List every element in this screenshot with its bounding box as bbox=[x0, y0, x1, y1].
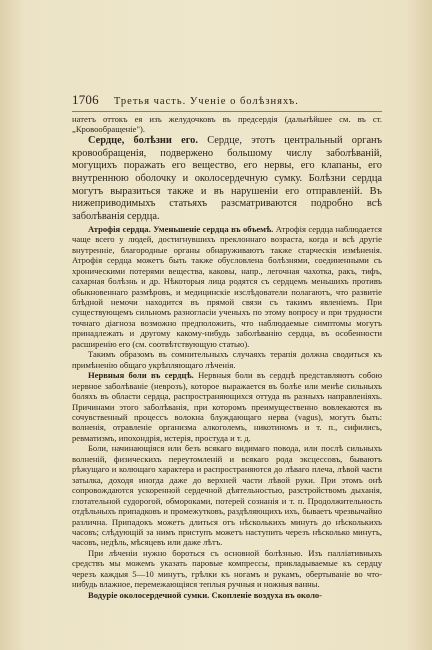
paragraph-text: натетъ оттокъ ея изъ желудочковъ въ предсердiя (дальнѣйшее см. въ ст. „Кровообращенiе"). bbox=[72, 114, 382, 135]
running-title: Третья часть. Ученiе о болѣзняхъ. bbox=[113, 96, 299, 107]
article-nervous-pains bbox=[72, 370, 382, 443]
article-heart-atrophy bbox=[72, 224, 382, 349]
paragraph-text: Боли, начинающiяся или безъ всякаго видимаго повода, или послѣ сильныхъ волненiй, физическихъ переутомленiй и всякаго рода эксцессовъ, бываютъ рѣжущаго и колющаго характера и распространяются до лѣваго плеча, лѣвой части затылка, доходя иногда даже до верхней части лѣвой руки. При этомъ онѣ сопровождаются ускоренной сердечной дѣятельностью, разстройствомъ дыханiя, глотательной судорогой, обмороками, потерей сознанiя и т. п. Продолжительность отдѣльныхъ припадковъ и промежутковъ, раздѣляющихъ ихъ, бываетъ чрезвычайно различна. Припадокъ можетъ длиться отъ нѣсколькихъ минутъ до нѣсколькихъ часовъ; слѣдующiй за нимъ приступъ можетъ наступить черезъ нѣсколько минутъ, часовъ, недѣль, мѣсяцевъ или даже лѣтъ. bbox=[72, 443, 382, 548]
paragraph-text: Скопленiе воздуха въ около- bbox=[211, 589, 323, 600]
article-heading: Нервныя боли въ сердцѣ. bbox=[88, 370, 194, 381]
paragraph-text: При лѣченiи нужно бороться съ основной болѣзнью. Изъ паллiативныхъ средствъ мы можемъ указать паровые компрессы, прикладываемые къ сердцу черезъ каждыя 5—10 минутъ, грѣлки къ ногамъ и рукамъ, обертыванiе во что-нибудь влажное, перемежающiяся теплыя ручныя и ножныя ванны. bbox=[72, 547, 382, 590]
paragraph-treatment bbox=[72, 548, 382, 590]
article-pericardium bbox=[72, 590, 382, 600]
article-heart-diseases bbox=[72, 135, 382, 224]
paragraph-text: Атрофiя сердца наблюдается чаще всего у людей, достигнувшихъ преклоннаго возраста, когда и всѣ другiе внутреннiе, благородные органы обнаруживаютъ также старческiя измѣненiя. Атрофiя сердца можетъ быть также обусловлена болѣзнями, соединенными съ хроническими потерями вещества, каковы, напр., легочная чахотка, ракъ, тифъ, сахарная болѣзнь и др. Нѣкоторыя лица родятся съ сердцемъ меньшихъ противъ обыкновеннаго размѣровъ, и медицинскiе изслѣдователи полагаютъ, что развитiе блѣдной немочи находится въ прямой связи съ такимъ явленiемъ. При существующемъ сильномъ разногласiи ученыхъ по этому вопросу и при трудности точнаго дiагноза возможно предположить, что наблюдаемые симптомы могутъ принадлежать и другому какому-нибудь заболѣванiю сердца, въ особенности расширенiю его (см. соотвѣтствующую статью). bbox=[72, 223, 382, 349]
paragraph-pain-description bbox=[72, 443, 382, 548]
article-heading: Атрофiя сердца. Уменьшенiе сердца въ объемѣ. bbox=[88, 223, 274, 234]
paragraph-text: Нервныя боли въ сердцѣ представляютъ собою нервное заболѣванiе (неврозъ), которое выражается въ болѣе или менѣе сильныхъ боляхъ въ области сердца, распространяющихся оттуда въ разныхъ направленiяхъ. Причинами этого заболѣванiя, при которомъ преимущественно вовлекаются въ сочувственный процессъ волокна блуждающаго нерва (vagus), могутъ быть: волненiя, отравленiе организма алкоголемъ, никотиномъ и т. п., сифилисъ, ревматизмъ, ипохондрiя, истерiя, простуда и т. д. bbox=[72, 370, 382, 443]
paragraph-text: Сердце, этотъ центральный органъ кровообращенiя, подвержено большому числу заболѣванiй, могущихъ поражать его вещество, его нервы, его клапаны, его внутреннюю оболочку и околосердечную сумку. Болѣзни сердца могутъ выразиться также и въ нарушенiи его отправленiй. Въ нижеприводимыхъ статьяхъ разсматриваются подробно всѣ заболѣванiя сердца. bbox=[72, 134, 382, 223]
page-number: 1706 bbox=[72, 92, 99, 107]
paragraph-therapy bbox=[72, 349, 382, 370]
article-heading: Водурiе околосердечной сумки. bbox=[88, 589, 210, 600]
paragraph-continuation bbox=[72, 114, 382, 135]
running-header bbox=[72, 92, 372, 108]
header-rule bbox=[72, 111, 382, 112]
paragraph-text: Такимъ образомъ въ сомнительныхъ случаяхъ терапiя должна сводиться къ примѣненiю общаго укрѣпляющаго лѣченiя. bbox=[72, 349, 382, 370]
page-body bbox=[72, 114, 382, 600]
article-heading: Сердце, болѣзни его. bbox=[88, 134, 198, 146]
